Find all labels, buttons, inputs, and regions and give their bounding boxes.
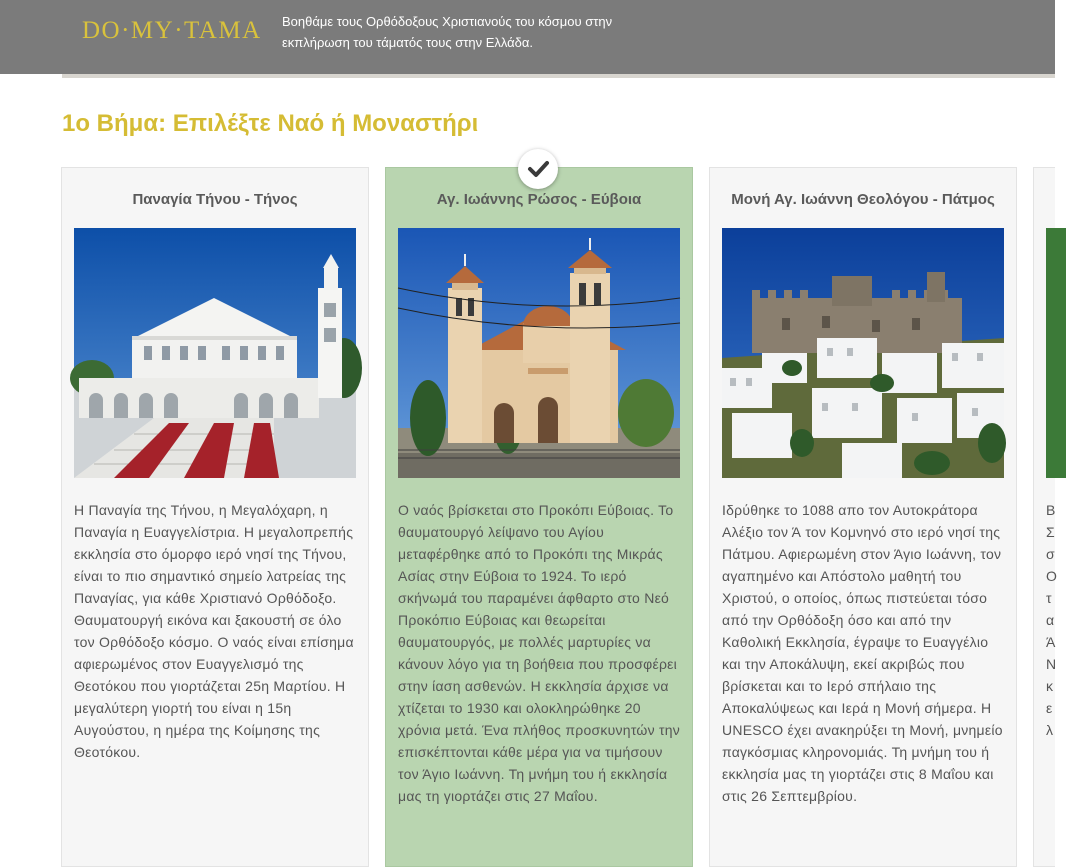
card-title: Μονή Αγ. Ιωάννη Θεολόγου - Πάτμος — [731, 191, 995, 208]
text-fragment: λ — [1046, 722, 1053, 738]
selected-check-badge — [518, 149, 558, 189]
temple-card-patmos[interactable] — [709, 167, 1017, 867]
church-photo — [74, 228, 356, 478]
text-fragment: Ν — [1046, 656, 1057, 672]
check-icon — [518, 149, 558, 189]
header-divider — [62, 74, 1055, 78]
step-title: 1ο Βήμα: Επιλέξτε Ναό ή Μοναστήρι — [62, 110, 479, 137]
card-description: Ιδρύθηκε το 1088 απο τον Αυτοκράτορα Αλέξιο τον Ά τον Κομνηνό στο ιερό νησί της Πάτμου. Αφιερωμένη στον Άγιο Ιωάννη, τον αγαπημένο και Απόστολο μαθητή του Χριστού, ο οποίος, όπως πιστεύεται τόσο από την Ορθόδοξη όσο και από την Καθολική Εκκλησία, έγραψε το Ευαγγέλιο και την Αποκάλυψη, εκεί ακριβώς που βρίσκεται και το Ιερό σπήλαιο της Αποκαλύψεως και Ιερά η Μονή σήμερα. Η UNESCO έχει ανακηρύξει τη Μονή, μνημείο παγκόσμιας κληρονομιάς. Τη μνήμη του ή εκκλησία μας τη γιορτάζει στις 8 Μαΐου και στις 26 Σεπτεμβρίου. — [722, 502, 1003, 804]
text-fragment: α — [1046, 612, 1055, 628]
church-photo — [398, 228, 680, 478]
site-tagline: Βοηθάμε τους Ορθόδοξους Χριστιανούς του κόσμου στην εκπλήρωση του τάματός τους στην Ελλάδα. — [282, 14, 613, 50]
site-logo[interactable]: DO·MY·TAMA — [82, 17, 262, 44]
temple-card-evia[interactable] — [385, 167, 693, 867]
text-fragment: τ — [1046, 590, 1052, 606]
text-fragment: σ — [1046, 546, 1055, 562]
text-fragment: Ά — [1046, 634, 1056, 650]
temple-card-tinos[interactable] — [61, 167, 369, 867]
card-description: Ο ναός βρίσκεται στο Προκόπι Εύβοιας. Το θαυματουργό λείψανο του Αγίου μεταφέρθηκε από το Προκόπι της Μικράς Ασίας στην Εύβοια το 1924. Το ιερό σκήνωμά του παραμένει άφθαρτο στο Νεό Προκόπιο Εύβοιας και θεωρείται θαυματουργός, με πολλές μαρτυρίες να κάνουν λόγο για τη βοήθεια που προσφέρει στην ίαση ασθενών. Η εκκλησία άρχισε να χτίζεται το 1930 και ολοκληρώθηκε 20 χρόνια μετά. Ένα πλήθος προσκυνητών την επισκέπτονται κάθε μέρα για να τιμήσουν τον Άγιο Ιωάννη. Τη μνήμη του ή εκκλησία μας τη γιορτάζει στις 27 Μαΐου. — [398, 502, 681, 804]
card-title: Αγ. Ιωάννης Ρώσος - Εύβοια — [436, 191, 642, 208]
text-fragment: Β — [1046, 502, 1056, 518]
temple-card-partial[interactable] — [1033, 167, 1055, 867]
card-title: Παναγία Τήνου - Τήνος — [132, 191, 298, 208]
card-description: Η Παναγία της Τήνου, η Μεγαλόχαρη, η Παναγία η Ευαγγελίστρια. Η μεγαλοπρεπής εκκλησία στο όμορφο ιερό νησί της Τήνου, είναι το πιο σημαντικό σημείο λατρείας της Παναγίας, για κάθε Χριστιανό Ορθόδοξο. Θαυματουργή εικόνα και ξακουστή σε όλο τον Ορθόδοξο κόσμο. Ο ναός είναι επίσημα αφιερωμένος στον Ευαγγελισμό της Θεοτόκου που γιορτάζεται 25η Μαρτίου. Η μεγαλύτερη γιορτή του είναι η 15η Αυγούστου, η ημέρα της Κοίμησης της Θεοτόκου. — [74, 502, 354, 760]
card-photo-partial — [1046, 228, 1066, 478]
card-description-partial — [1046, 499, 1057, 741]
site-header — [0, 0, 1055, 74]
text-fragment: ε — [1046, 700, 1053, 716]
text-fragment: Σ — [1046, 524, 1055, 540]
text-fragment: Ο — [1046, 568, 1057, 584]
text-fragment: κ — [1046, 678, 1053, 694]
monastery-photo — [722, 228, 1004, 478]
